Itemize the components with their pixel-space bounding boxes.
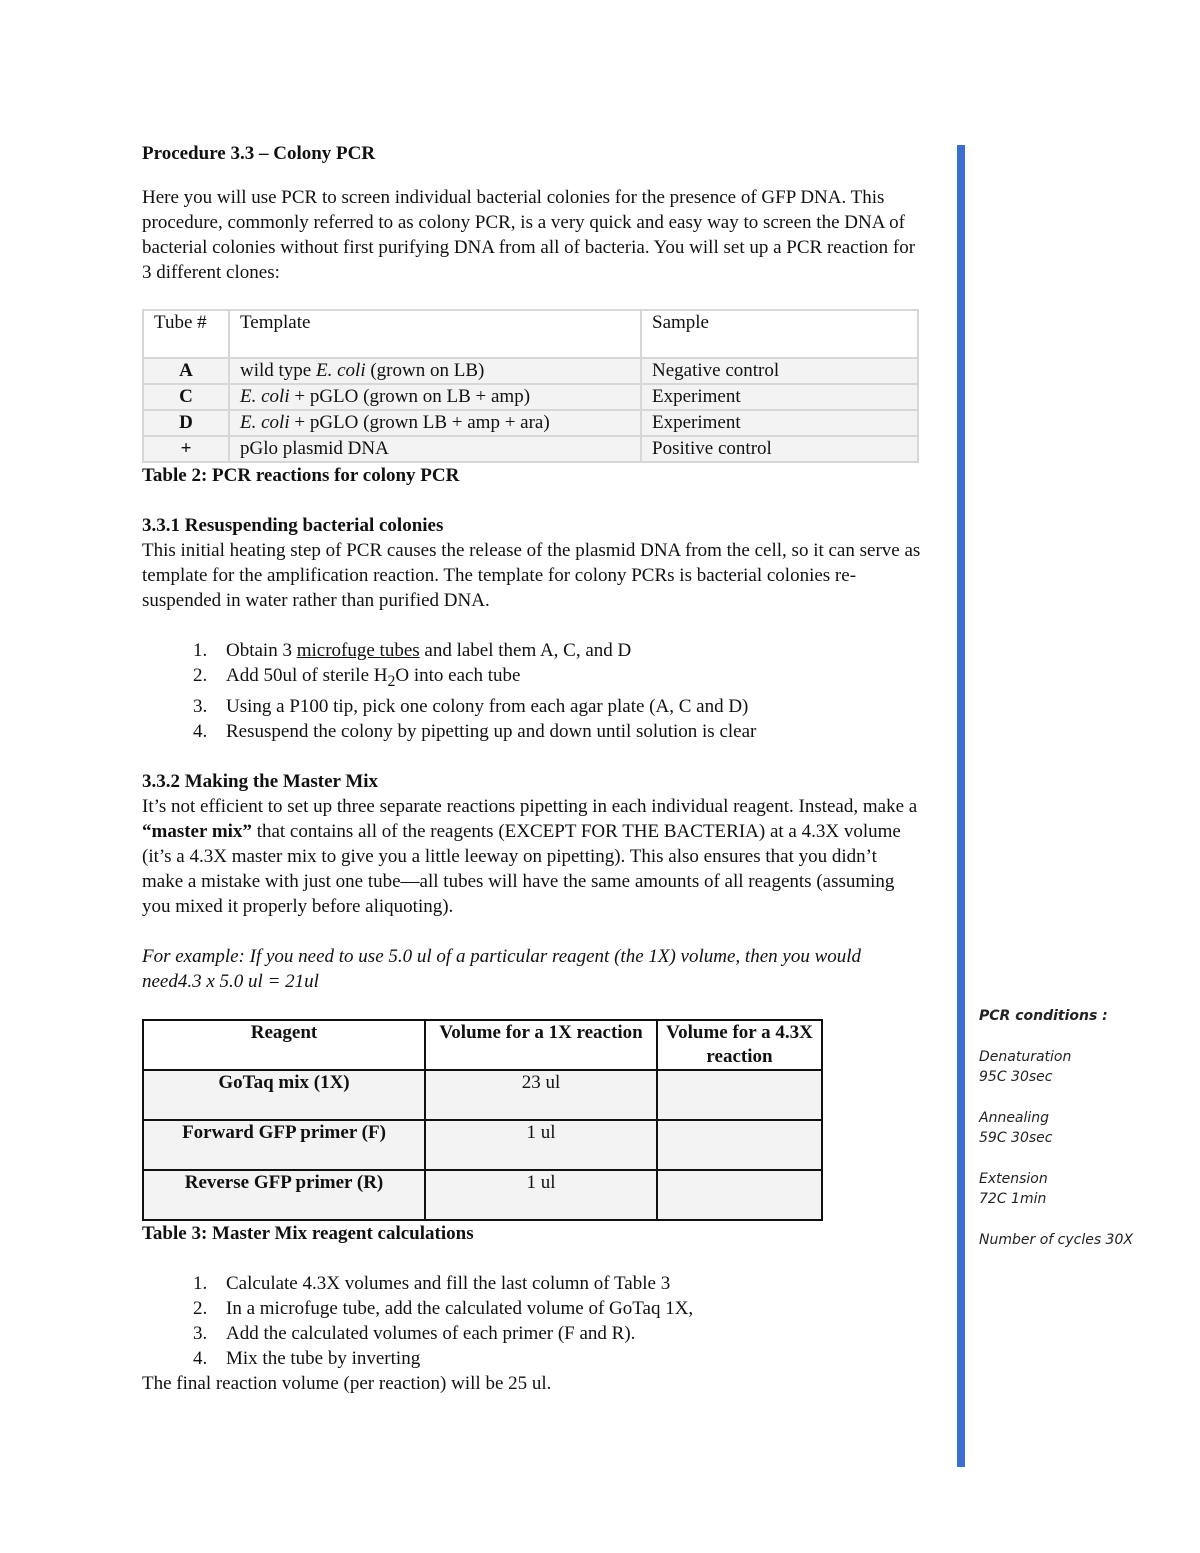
- cell-sample: Negative control: [641, 358, 918, 384]
- cell-sample: Positive control: [641, 436, 918, 462]
- example-note: For example: If you need to use 5.0 ul of a particular reagent (the 1X) volume, then you would need4.3 x 5.0 ul = 21ul: [142, 945, 862, 992]
- annealing-label: Annealing: [979, 1110, 1050, 1126]
- list-item: 1. Obtain 3 microfuge tubes and label them A, C, and D: [212, 638, 922, 663]
- list-item: 3. Add the calculated volumes of each primer (F and R).: [212, 1321, 922, 1346]
- header-sample: Sample: [641, 310, 918, 358]
- pcr-conditions-sidebar: [979, 1006, 1179, 1250]
- annealing-value: 59C 30sec: [979, 1130, 1053, 1146]
- list-item: 3. Using a P100 tip, pick one colony from each agar plate (A, C and D): [212, 694, 922, 719]
- document-page: [142, 141, 922, 1396]
- header-template: Template: [229, 310, 641, 358]
- table-row: [143, 1120, 822, 1170]
- cell-volume-43x[interactable]: [657, 1070, 822, 1120]
- cell-tube: +: [143, 436, 229, 462]
- sidebar-title: PCR conditions :: [979, 1008, 1108, 1024]
- page-title: Procedure 3.3 – Colony PCR: [142, 143, 376, 164]
- table-pcr-reactions: [142, 309, 919, 463]
- list-item: 1. Calculate 4.3X volumes and fill the last column of Table 3: [212, 1271, 922, 1296]
- final-note: The final reaction volume (per reaction) will be 25 ul.: [142, 1372, 552, 1394]
- cell-reagent: Reverse GFP primer (R): [143, 1170, 425, 1220]
- table-row: [143, 384, 918, 410]
- denaturation-label: Denaturation: [979, 1049, 1072, 1065]
- cell-sample: Experiment: [641, 384, 918, 410]
- cell-reagent: Forward GFP primer (F): [143, 1120, 425, 1170]
- cell-tube: C: [143, 384, 229, 410]
- intro-paragraph: Here you will use PCR to screen individual bacterial colonies for the presence of GFP DNA. This procedure, commonly referred to as colony PCR, is a very quick and easy way to screen the DNA of bacterial colonies without first purifying DNA from all of bacteria. You will set up a PCR reaction for 3 different clones:: [142, 187, 916, 283]
- section-331-heading: 3.3.1 Resuspending bacterial colonies: [142, 515, 444, 536]
- section-332-text: It’s not efficient to set up three separate reactions pipetting in each individual reagent. Instead, make a “master mix” that contains all of the reagents (EXCEPT FOR THE BACTERIA) at a 4.3X volume (it’s a 4.3X master mix to give you a little leeway on pipetting). This also ensures that you didn’t make a mistake with just one tube—all tubes will have the same amounts of all reagents (assuming you mixed it properly before aliquoting).: [142, 795, 918, 917]
- list-item: 4. Mix the tube by inverting: [212, 1346, 922, 1371]
- cell-sample: Experiment: [641, 410, 918, 436]
- cycles-count: Number of cycles 30X: [979, 1232, 1133, 1248]
- list-item: 4. Resuspend the colony by pipetting up and down until solution is clear: [212, 719, 922, 744]
- header-reagent: Reagent: [143, 1020, 425, 1070]
- table-row: [143, 1170, 822, 1220]
- table-header-row: [143, 1020, 822, 1070]
- extension-value: 72C 1min: [979, 1191, 1047, 1207]
- master-mix-steps: [142, 1271, 922, 1371]
- table3-caption: Table 3: Master Mix reagent calculations: [142, 1222, 474, 1244]
- table-row: [143, 410, 918, 436]
- microfuge-tubes-link[interactable]: microfuge tubes: [296, 640, 420, 661]
- cell-template: pGlo plasmid DNA: [229, 436, 641, 462]
- cell-template: E. coli + pGLO (grown LB + amp + ara): [229, 410, 641, 436]
- header-tube: Tube #: [143, 310, 229, 358]
- cell-template: wild type E. coli (grown on LB): [229, 358, 641, 384]
- cell-volume-1x: 1 ul: [425, 1170, 657, 1220]
- table2-caption: Table 2: PCR reactions for colony PCR: [142, 465, 460, 486]
- section-332-heading: 3.3.2 Making the Master Mix: [142, 770, 379, 792]
- cell-volume-43x[interactable]: [657, 1120, 822, 1170]
- annealing-group: [979, 1108, 1179, 1148]
- sidebar-accent-bar: [957, 145, 965, 1467]
- table-header-row: [143, 310, 918, 358]
- table-row: [143, 1070, 822, 1120]
- cell-tube: D: [143, 410, 229, 436]
- cell-volume-1x: 23 ul: [425, 1070, 657, 1120]
- header-volume-43x: Volume for a 4.3X reaction: [657, 1020, 822, 1070]
- cell-reagent: GoTaq mix (1X): [143, 1070, 425, 1120]
- list-item: 2. In a microfuge tube, add the calculated volume of GoTaq 1X,: [212, 1296, 922, 1321]
- cell-volume-1x: 1 ul: [425, 1120, 657, 1170]
- cell-volume-43x[interactable]: [657, 1170, 822, 1220]
- denaturation-group: [979, 1047, 1179, 1087]
- header-volume-1x: Volume for a 1X reaction: [425, 1020, 657, 1070]
- section-331-text: This initial heating step of PCR causes the release of the plasmid DNA from the cell, so it can serve as template for the amplification reaction. The template for colony PCRs is bacterial colonies re-suspended in water rather than purified DNA.: [142, 540, 921, 611]
- extension-label: Extension: [979, 1171, 1048, 1187]
- table-row: [143, 358, 918, 384]
- table-master-mix: [142, 1019, 823, 1221]
- cell-tube: A: [143, 358, 229, 384]
- resuspend-steps: [142, 638, 922, 744]
- cell-template: E. coli + pGLO (grown on LB + amp): [229, 384, 641, 410]
- extension-group: [979, 1169, 1179, 1209]
- list-item: 2. Add 50ul of sterile $H_2O$ into each tube: [212, 663, 922, 694]
- table-row: [143, 436, 918, 462]
- denaturation-value: 95C 30sec: [979, 1069, 1053, 1085]
